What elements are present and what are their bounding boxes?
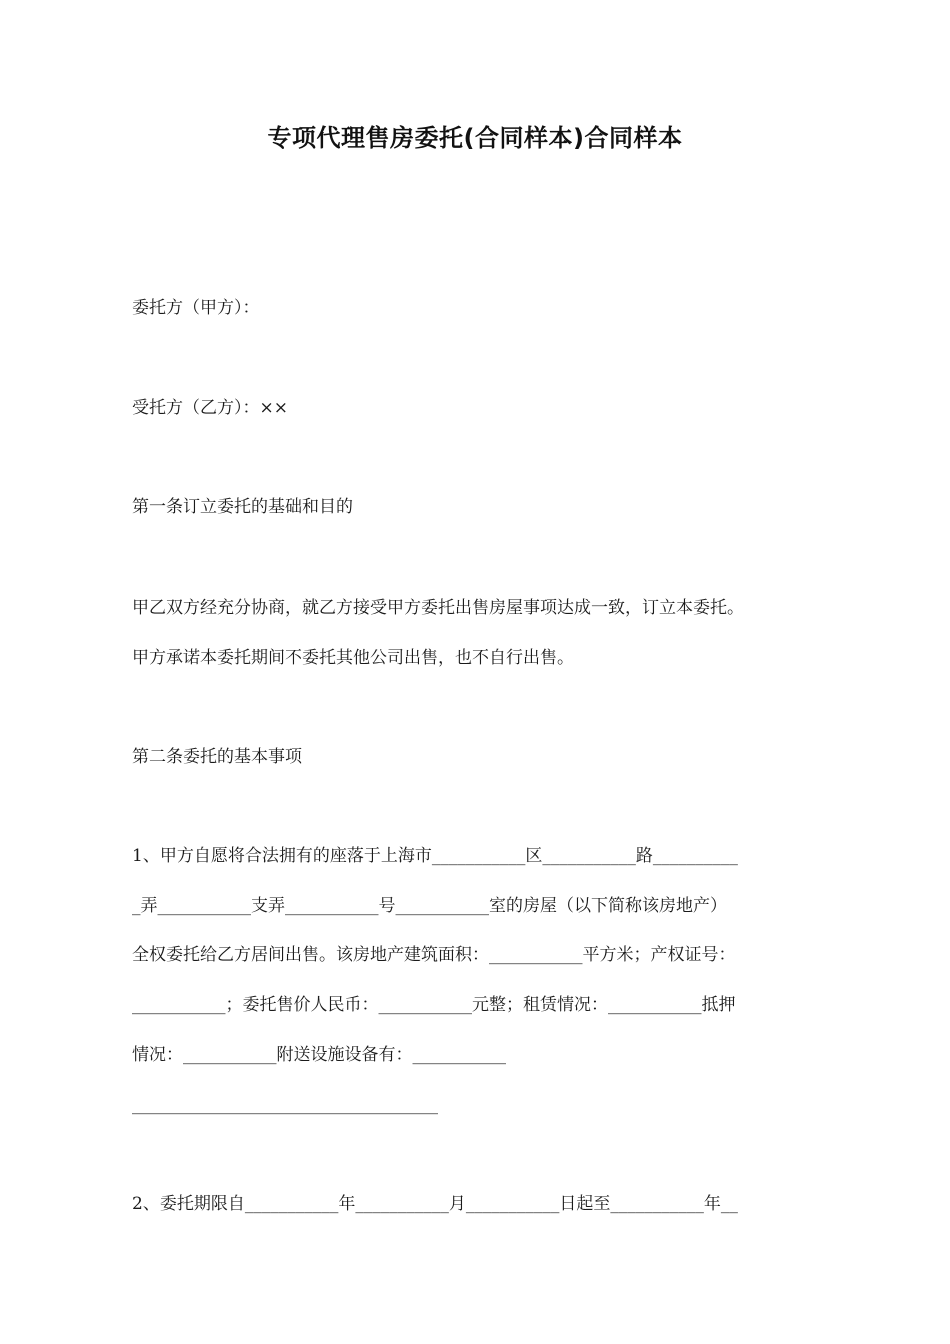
clause-1-line-2: _弄___________支弄___________号___________室的房屋（以下简称该房地产） xyxy=(132,896,727,916)
document-title: 专项代理售房委托(合同样本)合同样本 xyxy=(267,124,683,152)
party-a-line: 委托方（甲方）： xyxy=(132,298,260,318)
article-2-heading: 第二条委托的基本事项 xyxy=(132,747,302,767)
clause-1-line-1: 1、甲方自愿将合法拥有的座落于上海市___________区___________路__________ xyxy=(132,846,738,866)
article-1-text-line-2: 甲方承诺本委托期间不委托其他公司出售，也不自行出售。 xyxy=(132,648,574,668)
clause-1-line-3: 全权委托给乙方居间出售。该房地产建筑面积：___________平方米；产权证号： xyxy=(132,945,736,965)
clause-2-line-1: 2、委托期限自___________年___________月___________日起至___________年__ xyxy=(132,1194,738,1214)
party-b-line: 受托方（乙方）：×× xyxy=(132,398,288,418)
clause-1-blank-line: ____________________________________ xyxy=(132,1095,438,1115)
clause-1-line-5: 情况：___________附送设施设备有：___________ xyxy=(132,1045,506,1065)
article-1-text-line-1: 甲乙双方经充分协商，就乙方接受甲方委托出售房屋事项达成一致，订立本委托。 xyxy=(132,598,744,618)
article-1-heading: 第一条订立委托的基础和目的 xyxy=(132,497,353,517)
clause-1-line-4: ___________；委托售价人民币：___________元整；租赁情况：___________抵押 xyxy=(132,995,736,1015)
